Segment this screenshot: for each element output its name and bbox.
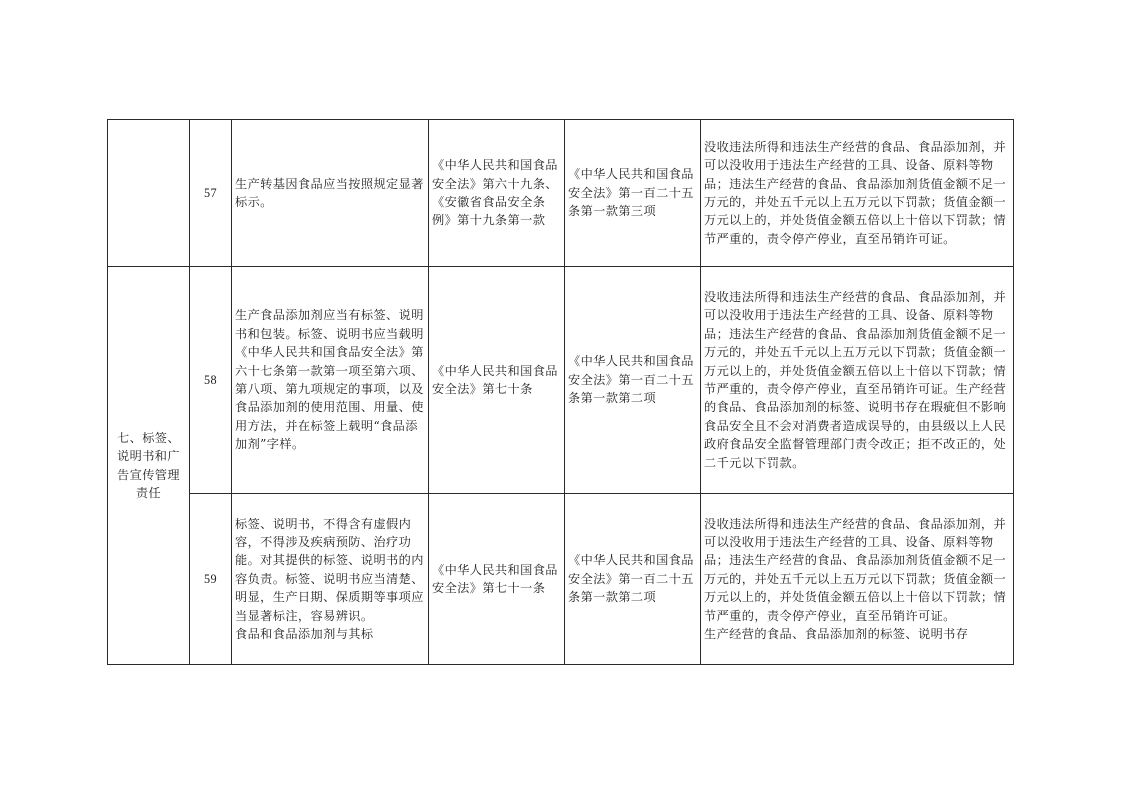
item-number: 58 (190, 267, 232, 494)
table-row (108, 120, 1014, 267)
penalty-basis-cell: 《中华人民共和国食品安全法》第一百二十五条第一款第二项 (565, 494, 701, 665)
penalty-text: 没收违法所得和违法生产经营的食品、食品添加剂，并可以没收用于违法生产经营的工具、设备、原料等物品；违法生产经营的食品、食品添加剂货值金额不足一万元的，并处五千元以上五万元以下罚款；货值金额一万元以上的，并处货值金额五倍以上十倍以下罚款；情节严重的，责令停产停业，直至吊销许可证。 (704, 289, 1007, 396)
penalty-cell: 没收违法所得和违法生产经营的食品、食品添加剂，并可以没收用于违法生产经营的工具、设备、原料等物品；违法生产经营的食品、食品添加剂货值金额不足一万元的，并处五千元以上五万元以下罚款；货值金额一万元以上的，并处货值金额五倍以上十倍以下罚款；情节严重的，责令停产停业，直至吊销许可证。 (701, 120, 1014, 267)
legal-basis-cell: 《中华人民共和国食品安全法》第七十一条 (429, 494, 565, 665)
requirement-cell: 生产食品添加剂应当有标签、说明书和包装。标签、说明书应当载明《中华人民共和国食品安全法》第六十七条第一款第一项至第六项、第八项、第九项规定的事项，以及食品添加剂的使用范围、用量、使用方法，并在标签上载明“食品添加剂”字样。 (232, 267, 429, 494)
responsibility-table (107, 119, 1014, 665)
penalty-basis-cell: 《中华人民共和国食品安全法》第一百二十五条第一款第二项 (565, 267, 701, 494)
penalty-continued-text: 生产经营的食品、食品添加剂的标签、说明书存 (704, 627, 969, 642)
requirement-continued-text: 食品和食品添加剂与其标 (235, 627, 374, 642)
category-cell-empty (108, 120, 190, 267)
item-number: 57 (190, 120, 232, 267)
penalty-cell (701, 267, 1014, 494)
requirement-text: 标签、说明书，不得含有虚假内容，不得涉及疾病预防、治疗功能。对其提供的标签、说明书的内容负责。标签、说明书应当清楚、明显，生产日期、保质期等事项应当显著标注，容易辨识。 (235, 516, 424, 623)
requirement-cell: 生产转基因食品应当按照规定显著标示。 (232, 120, 429, 267)
penalty-cell (701, 494, 1014, 665)
category-cell: 七、标签、说明书和广告宣传管理责任 (108, 267, 190, 665)
table-row (108, 267, 1014, 494)
penalty-extra-text: 生产经营的食品、食品添加剂的标签、说明书存在瑕疵但不影响食品安全且不会对消费者造成误导的，由县级以上人民政府食品安全监督管理部门责令改正；拒不改正的，处二千元以下罚款。 (704, 382, 1007, 470)
legal-basis-cell: 《中华人民共和国食品安全法》第七十条 (429, 267, 565, 494)
requirement-cell (232, 494, 429, 665)
penalty-text: 没收违法所得和违法生产经营的食品、食品添加剂，并可以没收用于违法生产经营的工具、设备、原料等物品；违法生产经营的食品、食品添加剂货值金额不足一万元的，并处五千元以上五万元以下罚款；货值金额一万元以上的，并处货值金额五倍以上十倍以下罚款；情节严重的，责令停产停业，直至吊销许可证。 (704, 516, 1007, 623)
item-number: 59 (190, 494, 232, 665)
legal-basis-cell: 《中华人民共和国食品安全法》第六十九条、《安徽省食品安全条例》第十九条第一款 (429, 120, 565, 267)
table-row (108, 494, 1014, 665)
penalty-basis-cell: 《中华人民共和国食品安全法》第一百二十五条第一款第三项 (565, 120, 701, 267)
